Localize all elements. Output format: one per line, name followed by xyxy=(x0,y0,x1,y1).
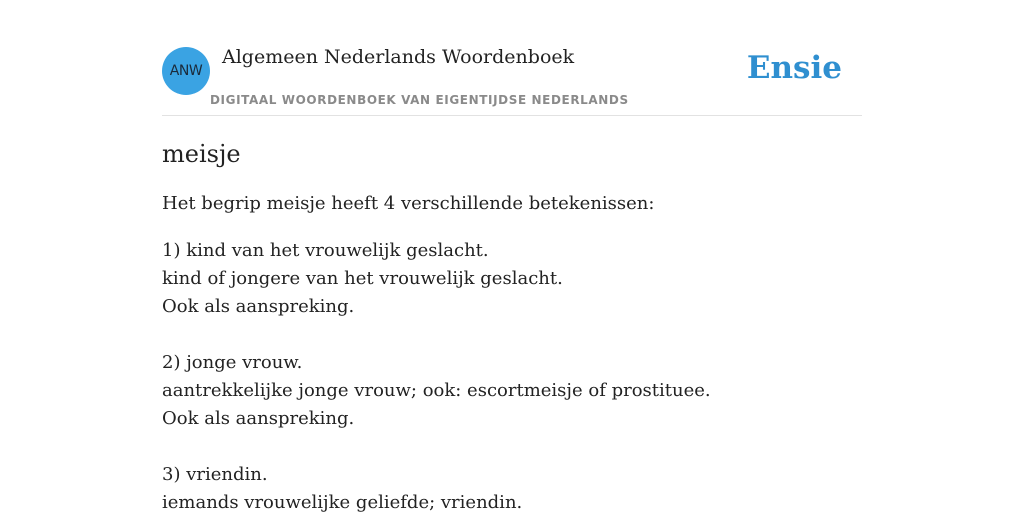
meaning-note: Ook als aanspreking. xyxy=(162,296,355,317)
meanings-list xyxy=(162,237,862,512)
anw-logo[interactable]: ANW xyxy=(162,47,210,95)
site-subtitle: DIGITAAL WOORDENBOEK VAN EIGENTIJDSE NEDERLANDS xyxy=(210,93,629,107)
site-header xyxy=(162,0,862,116)
entry-intro: Het begrip meisje heeft 4 verschillende betekenissen: xyxy=(162,193,655,214)
meaning-heading: 1) kind van het vrouwelijk geslacht. xyxy=(162,240,489,261)
page-title: meisje xyxy=(162,140,241,168)
ensie-logo[interactable]: Ensie xyxy=(746,50,842,86)
site-title[interactable]: Algemeen Nederlands Woordenboek xyxy=(222,46,575,68)
meaning-definition: aantrekkelijke jonge vrouw; ook: escortmeisje of prostituee. xyxy=(162,380,711,401)
meaning-item xyxy=(162,461,862,512)
meaning-heading: 2) jonge vrouw. xyxy=(162,352,303,373)
entry-content xyxy=(162,138,862,512)
meaning-item xyxy=(162,349,862,433)
meaning-note: Ook als aanspreking. xyxy=(162,408,355,429)
meaning-item xyxy=(162,237,862,321)
meaning-heading: 3) vriendin. xyxy=(162,464,268,485)
meaning-definition: kind of jongere van het vrouwelijk geslacht. xyxy=(162,268,563,289)
meaning-definition: iemands vrouwelijke geliefde; vriendin. xyxy=(162,492,523,512)
